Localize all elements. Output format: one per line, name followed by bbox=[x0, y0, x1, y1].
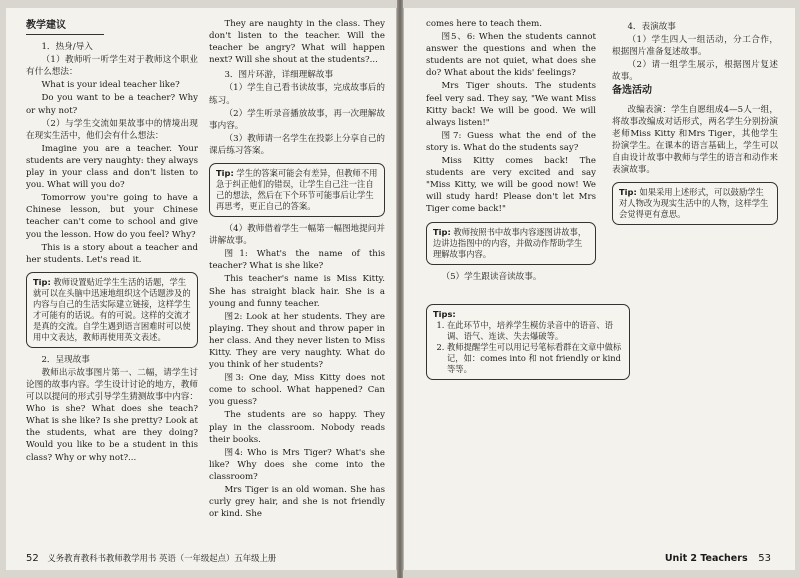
left-footer bbox=[26, 552, 276, 564]
paragraph: The students are so happy. They play in the classroom. Nobody reads their books. bbox=[209, 410, 385, 445]
tip-label: Tip: bbox=[433, 226, 451, 237]
left-page bbox=[6, 8, 397, 570]
tip-box bbox=[209, 163, 385, 217]
tip-text: 学生的答案可能会有差异，但教师不用急于纠正他们的错误，让学生自己注一注自己的想法，然后在下个环节可能事后让学生再思考，更正自己的答案。 bbox=[216, 168, 378, 212]
tip-text: 教师设置贴近学生生活的话题，学生就可以在头脑中迅速地组织这个话题涉及的内容与自己的生活实际建立链接，这样学生才可能有的话说。有的可说。这样的交流才是真的交流。自学生遇到语言困难时可以使用中文表达，教师再使用英文表述。 bbox=[33, 276, 191, 342]
section-title: 备选活动 bbox=[612, 85, 652, 97]
paragraph: Imagine you are a teacher. Your students are very naughty: they always play in your class and don't listen to you. What will you do? bbox=[26, 143, 198, 191]
paragraph: 图5、6: When the students cannot answer the questions and when the students are not quiet, what does she do? What about the kids' feelings? bbox=[426, 32, 596, 79]
paragraph: （3）教师请一名学生在投影上分享自己的课后练习答案。 bbox=[209, 133, 385, 156]
paragraph: 图2: Look at her students. They are playing. They shout and throw paper in her class. And they never listen to Miss Kitty. They are very naughty. What do you think of her students? bbox=[209, 311, 385, 371]
paragraph: 教师出示故事图片第一、二幅，请学生讨论图的故事内容。学生设计讨论的地方，教师可以以提问的形式引导学生猜测故事中内容：Who is she? What does she teach? What is she like? Is she pretty? Look at the students, what are they doing? Would you like to be a student in this class? Why or why not?... bbox=[26, 367, 198, 463]
left-column-2 bbox=[209, 18, 385, 521]
paragraph: 图4: Who is Mrs Tiger? What's she like? Why does she come into the classroom? bbox=[209, 447, 385, 482]
section-title: 教学建议 bbox=[26, 20, 104, 35]
tips-box bbox=[426, 304, 630, 380]
subheading: 3．图片环游，详细理解故事 bbox=[224, 70, 334, 81]
paragraph: Miss Kitty comes back! The students are very excited and say "Miss Kitty, we will be good now! We will study hard! Please don't let Mrs Tiger come back!" bbox=[426, 156, 596, 215]
subheading: 4．表演故事 bbox=[627, 22, 676, 32]
left-column-1 bbox=[26, 18, 198, 465]
paragraph: （2）请一组学生展示，根据图片复述故事。 bbox=[612, 60, 778, 83]
tip-label: Tip: bbox=[619, 187, 637, 198]
paragraph: 图3: One day, Miss Kitty does not come to school. What happened? Can you guess? bbox=[209, 373, 385, 408]
right-footer bbox=[665, 553, 777, 564]
paragraph: 改编表演：学生自愿组成4—5人一组，将故事改编成对话形式，两名学生分别扮演老师Miss Kitty 和Mrs Tiger，其他学生扮演学生。在课本的语言基础上，学生可以自由设计故事中教师与学生的语言和动作来表演故事。 bbox=[612, 104, 778, 176]
tips-item: 1. 在此环节中，培养学生模仿录音中的语音、语调、语气、连读、失去爆破等。 bbox=[447, 320, 623, 342]
tips-list bbox=[433, 320, 623, 375]
paragraph: What is your ideal teacher like? bbox=[41, 80, 180, 91]
paragraph: Do you want to be a teacher? Why or why not? bbox=[26, 93, 198, 116]
paragraph: （1）教师听一听学生对于教师这个职业有什么想法： bbox=[26, 55, 198, 78]
paragraph: Tomorrow you're going to have a Chinese lesson, but your Chinese teacher can't come to school and give you the lesson. How do you feel? Why? bbox=[26, 193, 198, 240]
tips-label: Tips: bbox=[433, 309, 456, 319]
tip-text: 如果采用上述形式，可以鼓励学生对人物改为现实生活中的人物，这样学生会觉得更有意思。 bbox=[619, 187, 769, 220]
paragraph: comes here to teach them. bbox=[426, 19, 542, 29]
paragraph: 图1: What's the name of this teacher? What is she like? bbox=[209, 249, 385, 272]
paragraph: （5）学生跟读音读故事。 bbox=[441, 271, 542, 282]
book-title: 义务教育教科书教师教学用书 英语（一年级起点）五年级上册 bbox=[47, 553, 277, 563]
paragraph: They are naughty in the class. They don't listen to the teacher. Will the teacher be angry? What will happen next? Will she shout at the students?... bbox=[209, 19, 385, 66]
paragraph: （2）学生听录音播放故事，再一次理解故事内容。 bbox=[209, 108, 385, 131]
page-number-left: 52 bbox=[26, 553, 39, 564]
tips-item: 2. 教师提醒学生可以用记号笔标看群在文章中做标记，如：comes into 和 not friendly or kind 等等。 bbox=[447, 342, 623, 375]
paragraph: Mrs Tiger shouts. The students feel very sad. They say, "We want Miss Kitty back! We will be good. We will always listen!" bbox=[426, 81, 596, 128]
paragraph: （4）教师借着学生一幅第一幅图地提问并讲解故事。 bbox=[209, 224, 385, 247]
paragraph: （1）学生自己看书读故事，完成故事后的练习。 bbox=[209, 83, 385, 106]
tip-box bbox=[426, 222, 596, 265]
tip-box bbox=[612, 182, 778, 225]
paragraph: （2）与学生交流如果故事中的情境出现在现实生活中，他们会有什么想法： bbox=[26, 118, 198, 141]
tip-text: 教师按照书中故事内容逐图讲故事，边讲边指图中的内容，并做动作帮助学生理解故事内容。 bbox=[433, 226, 587, 259]
right-page bbox=[403, 8, 795, 570]
paragraph: This teacher's name is Miss Kitty. She has straight black hair. She is a young and funny teacher. bbox=[209, 274, 385, 309]
paragraph: This is a story about a teacher and her students. Let's read it. bbox=[26, 242, 198, 265]
unit-label: Unit 2 Teachers bbox=[664, 553, 748, 564]
right-column-1 bbox=[426, 18, 596, 284]
paragraph: Mrs Tiger is an old woman. She has curly grey hair, and she is not friendly or kind. She bbox=[209, 485, 385, 520]
paragraph: （1）学生四人一组活动，分工合作，根据图片准备复述故事。 bbox=[612, 35, 778, 58]
page-number-right: 53 bbox=[758, 553, 771, 564]
right-column-2 bbox=[612, 18, 778, 231]
subheading: 2．呈现故事 bbox=[41, 354, 90, 365]
subheading: 1．热身/导入 bbox=[41, 42, 93, 53]
paragraph: 图7: Guess what the end of the story is. What do the students say? bbox=[426, 130, 596, 153]
tip-label: Tip: bbox=[216, 168, 234, 179]
tip-label: Tip: bbox=[33, 276, 51, 287]
tip-box bbox=[26, 272, 198, 348]
